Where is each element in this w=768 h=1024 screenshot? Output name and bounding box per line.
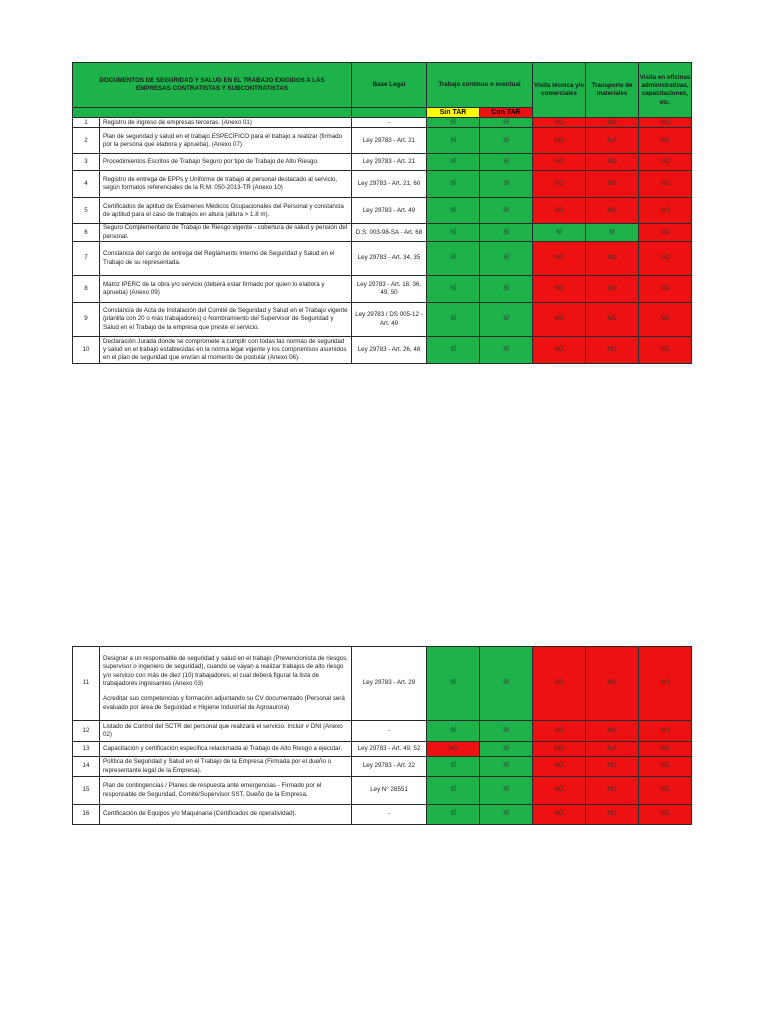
status-cell: NO xyxy=(639,276,692,303)
status-cell: NO xyxy=(639,777,692,805)
status-cell: NO xyxy=(639,224,692,242)
requirements-table-1 xyxy=(72,62,692,364)
table-row xyxy=(73,757,692,777)
status-cell: SÍ xyxy=(427,198,480,224)
row-number: 13 xyxy=(73,742,100,757)
status-cell: SÍ xyxy=(427,171,480,198)
status-cell: NO xyxy=(586,171,639,198)
status-cell: NO xyxy=(639,118,692,128)
sin-tar-cell xyxy=(427,108,480,118)
row-number: 10 xyxy=(73,337,100,364)
status-cell: NO xyxy=(639,171,692,198)
table-row xyxy=(73,224,692,242)
status-cell: NO xyxy=(586,154,639,171)
status-cell: NO xyxy=(533,721,586,742)
status-cell: SÍ xyxy=(427,647,480,721)
base-legal-value: Ley N° 28551 xyxy=(352,777,427,805)
status-cell: NO xyxy=(639,647,692,721)
status-cell: NO xyxy=(586,128,639,154)
status-cell: SÍ xyxy=(480,303,533,337)
status-cell: NO xyxy=(533,777,586,805)
status-cell: SÍ xyxy=(480,757,533,777)
status-cell: SÍ xyxy=(533,224,586,242)
status-cell: SÍ xyxy=(480,337,533,364)
row-number: 2 xyxy=(73,128,100,154)
base-legal-header: Base Legal xyxy=(352,63,427,108)
con-tar-label: Con TAR xyxy=(480,108,532,117)
table-row xyxy=(73,742,692,757)
header-spacer xyxy=(73,108,352,118)
status-cell: NO xyxy=(586,337,639,364)
base-legal-value: D.S. 003-98-SA - Art. 68 xyxy=(352,224,427,242)
row-number: 9 xyxy=(73,303,100,337)
status-cell: NO xyxy=(586,303,639,337)
status-cell: NO xyxy=(586,276,639,303)
table-header-row xyxy=(73,63,692,108)
status-cell: NO xyxy=(586,118,639,128)
status-cell: NO xyxy=(639,337,692,364)
table-row xyxy=(73,276,692,303)
status-cell: NO xyxy=(639,742,692,757)
sin-tar-label: Sin TAR xyxy=(427,108,479,117)
base-legal-value: - xyxy=(352,721,427,742)
status-cell: NO xyxy=(639,128,692,154)
base-legal-value: - xyxy=(352,118,427,128)
status-cell: SÍ xyxy=(427,805,480,825)
status-cell: SÍ xyxy=(480,242,533,276)
con-tar-cell xyxy=(480,108,533,118)
status-cell: SÍ xyxy=(480,777,533,805)
status-cell: NO xyxy=(586,742,639,757)
table-row xyxy=(73,805,692,825)
status-cell: SÍ xyxy=(480,742,533,757)
status-cell: NO xyxy=(533,242,586,276)
requirement-description-part: Designar a un responsable de seguridad y salud en el trabajo (Prevencionista de riesgos, supervisor o ingeniero de seguridad), cuando se vayan a realizar trabajos de alto riesgo y/o servicio con más de diez (10) trabajadores, el cual deberá figurar la lista de trabajadores ingresantes (Anexo 03) xyxy=(103,654,348,687)
status-cell: SÍ xyxy=(480,118,533,128)
status-cell: SÍ xyxy=(480,224,533,242)
base-legal-value: Ley 29783 - Art. 34, 35 xyxy=(352,242,427,276)
status-cell: SÍ xyxy=(480,721,533,742)
base-legal-value: Ley 29783 - Art. 26, 48 xyxy=(352,337,427,364)
status-cell: NO xyxy=(533,118,586,128)
table-row xyxy=(73,242,692,276)
table-row xyxy=(73,303,692,337)
status-cell: NO xyxy=(533,647,586,721)
status-cell: SÍ xyxy=(480,198,533,224)
row-number: 5 xyxy=(73,198,100,224)
status-cell: SÍ xyxy=(427,118,480,128)
status-cell: SÍ xyxy=(427,303,480,337)
doc-title-header: DOCUMENTOS DE SEGURIDAD Y SALUD EN EL TRABAJO EXIGIDOS A LAS EMPRESAS CONTRATISTAS Y SUBCONTRATISTAS xyxy=(73,63,352,108)
status-cell: NO xyxy=(586,721,639,742)
status-cell: NO xyxy=(586,777,639,805)
base-legal-value: Ley 29783 - Art. 29 xyxy=(352,647,427,721)
table-row xyxy=(73,154,692,171)
status-cell: SÍ xyxy=(480,154,533,171)
status-cell: SÍ xyxy=(427,242,480,276)
requirement-description: Registro de entrega de EPPs y Uniforme de trabajo al personal destacado al servicio, según formatos referenciales de la R.M. 050-2013-TR (Anexo 10) xyxy=(100,171,352,198)
table-row xyxy=(73,721,692,742)
status-cell: NO xyxy=(533,171,586,198)
requirement-description: Certificados de aptitud de Exámenes Médicos Ocupacionales del Personal y constancia de aptitud para el caso de trabajos en altura (altura > 1.8 m). xyxy=(100,198,352,224)
row-number: 14 xyxy=(73,757,100,777)
status-cell: NO xyxy=(533,742,586,757)
table-row xyxy=(73,647,692,721)
status-cell: NO xyxy=(639,303,692,337)
row-number: 6 xyxy=(73,224,100,242)
status-cell: NO xyxy=(533,757,586,777)
requirement-description: Declaración Jurada donde se compromete a cumplir con todas las normas de seguridad y salud en el trabajo establecidas en la norma legal vigente y los compromisos asumidos en el plan de seguridad que envían al momento de postular (Anexo 06). xyxy=(100,337,352,364)
base-legal-value: Ley 29783 - Art. 21, 60 xyxy=(352,171,427,198)
status-cell: NO xyxy=(533,128,586,154)
table-row xyxy=(73,171,692,198)
status-cell: NO xyxy=(639,198,692,224)
requirement-description-part: Acreditar sus competencias y formación adjuntando su CV documentado (Personal será evaluado por área de Seguridad e Higiene Industrial de Agroaurora) xyxy=(103,695,345,711)
requirement-description: Constancia de Acta de Instalación del Comité de Seguridad y Salud en el Trabajo vigente (planilla con 20 o más trabajadores) o Nombramiento del Supervisor de Seguridad y Salud en el Trabajo de la empresa que preste el servicio. xyxy=(100,303,352,337)
status-cell: SÍ xyxy=(427,777,480,805)
requirements-table-2 xyxy=(72,646,692,825)
status-cell: NO xyxy=(639,154,692,171)
table-row xyxy=(73,118,692,128)
row-number: 16 xyxy=(73,805,100,825)
base-legal-value: Ley 29783 - Art. 18, 36, 49, 50 xyxy=(352,276,427,303)
requirement-description: Política de Seguridad y Salud en el Trabajo de la Empresa (Firmada por el dueño o representante legal de la Empresa). xyxy=(100,757,352,777)
row-number: 3 xyxy=(73,154,100,171)
trabajo-header: Trabajo continuo o eventual xyxy=(427,63,533,108)
visita-tecnica-header: Visita técnica y/o comerciales xyxy=(533,63,586,118)
status-cell: NO xyxy=(533,276,586,303)
status-cell: SÍ xyxy=(427,337,480,364)
status-cell: NO xyxy=(533,303,586,337)
status-cell: SÍ xyxy=(427,154,480,171)
requirement-description: Certificación de Equipos y/o Maquinaria (Certificados de operatividad). xyxy=(100,805,352,825)
row-number: 4 xyxy=(73,171,100,198)
status-cell: SÍ xyxy=(427,757,480,777)
status-cell: NO xyxy=(586,647,639,721)
table-row xyxy=(73,337,692,364)
status-cell: NO xyxy=(533,154,586,171)
requirement-description: Matriz IPERC de la obra y/o servicio (deberá estar firmado por quien lo elabora y aprueba) (Anexo 09) xyxy=(100,276,352,303)
status-cell: NO xyxy=(586,805,639,825)
base-legal-value: Ley 29783 - Art. 22 xyxy=(352,757,427,777)
requirement-description: Plan de seguridad y salud en el trabajo ESPECÍFICO para el trabajo a realizar (firmado por la persona que elabora y aprueba), (Anexo 07) xyxy=(100,128,352,154)
row-number: 8 xyxy=(73,276,100,303)
requirement-description: Capacitación y certificación específica relacionada al Trabajo de Alto Riesgo a ejecutar. xyxy=(100,742,352,757)
row-number: 7 xyxy=(73,242,100,276)
requirement-description: Plan de contingencias / Planes de respuesta ante emergencias - Firmado por el responsable de Seguridad, Comité/Supervisor SST, Dueño de la Empresa. xyxy=(100,777,352,805)
table-row xyxy=(73,198,692,224)
requirement-description xyxy=(100,647,352,721)
table-row xyxy=(73,777,692,805)
status-cell: NO xyxy=(586,757,639,777)
base-legal-value: Ley 29783 - Art. 49, 52 xyxy=(352,742,427,757)
header-spacer xyxy=(352,108,427,118)
status-cell: SÍ xyxy=(427,721,480,742)
requirement-description: Seguro Complementario de Trabajo de Riesgo vigente - cobertura de salud y pensión del personal. xyxy=(100,224,352,242)
status-cell: NO xyxy=(639,721,692,742)
base-legal-value: Ley 29783 - Art. 21 xyxy=(352,128,427,154)
table-row xyxy=(73,128,692,154)
visita-oficinas-header: Visita en oficinas administrativas, capacitaciones, etc. xyxy=(639,63,692,118)
status-cell: NO xyxy=(639,242,692,276)
status-cell: NO xyxy=(427,742,480,757)
row-number: 12 xyxy=(73,721,100,742)
status-cell: NO xyxy=(586,242,639,276)
row-number: 15 xyxy=(73,777,100,805)
status-cell: SÍ xyxy=(427,224,480,242)
base-legal-value: Ley 29783 - Art. 21 xyxy=(352,154,427,171)
status-cell: SÍ xyxy=(480,805,533,825)
row-number: 11 xyxy=(73,647,100,721)
status-cell: NO xyxy=(639,805,692,825)
status-cell: NO xyxy=(533,337,586,364)
status-cell: SÍ xyxy=(480,171,533,198)
status-cell: NO xyxy=(639,757,692,777)
requirement-description: Listado de Control del SCTR del personal que realizará el servicio. Incluir # DNI (Anexo 02) xyxy=(100,721,352,742)
status-cell: SÍ xyxy=(586,224,639,242)
base-legal-value: - xyxy=(352,805,427,825)
requirement-description: Constancia del cargo de entrega del Reglamento Interno de Seguridad y Salud en el Trabajo de su representada. xyxy=(100,242,352,276)
status-cell: SÍ xyxy=(480,128,533,154)
base-legal-value: Ley 29783 - Art. 49 xyxy=(352,198,427,224)
status-cell: SÍ xyxy=(480,276,533,303)
status-cell: SÍ xyxy=(427,276,480,303)
requirement-description: Registro de ingreso de empresas terceras. (Anexo 01) xyxy=(100,118,352,128)
requirement-description: Procedimientos Escritos de Trabajo Seguro por tipo de Trabajo de Alto Riesgo. xyxy=(100,154,352,171)
status-cell: NO xyxy=(533,805,586,825)
status-cell: SÍ xyxy=(427,128,480,154)
transporte-header: Transporte de materiales xyxy=(586,63,639,118)
base-legal-value: Ley 29783 / DS 005-12 - Art. 49 xyxy=(352,303,427,337)
status-cell: SÍ xyxy=(480,647,533,721)
status-cell: NO xyxy=(586,198,639,224)
row-number: 1 xyxy=(73,118,100,128)
status-cell: NO xyxy=(533,198,586,224)
